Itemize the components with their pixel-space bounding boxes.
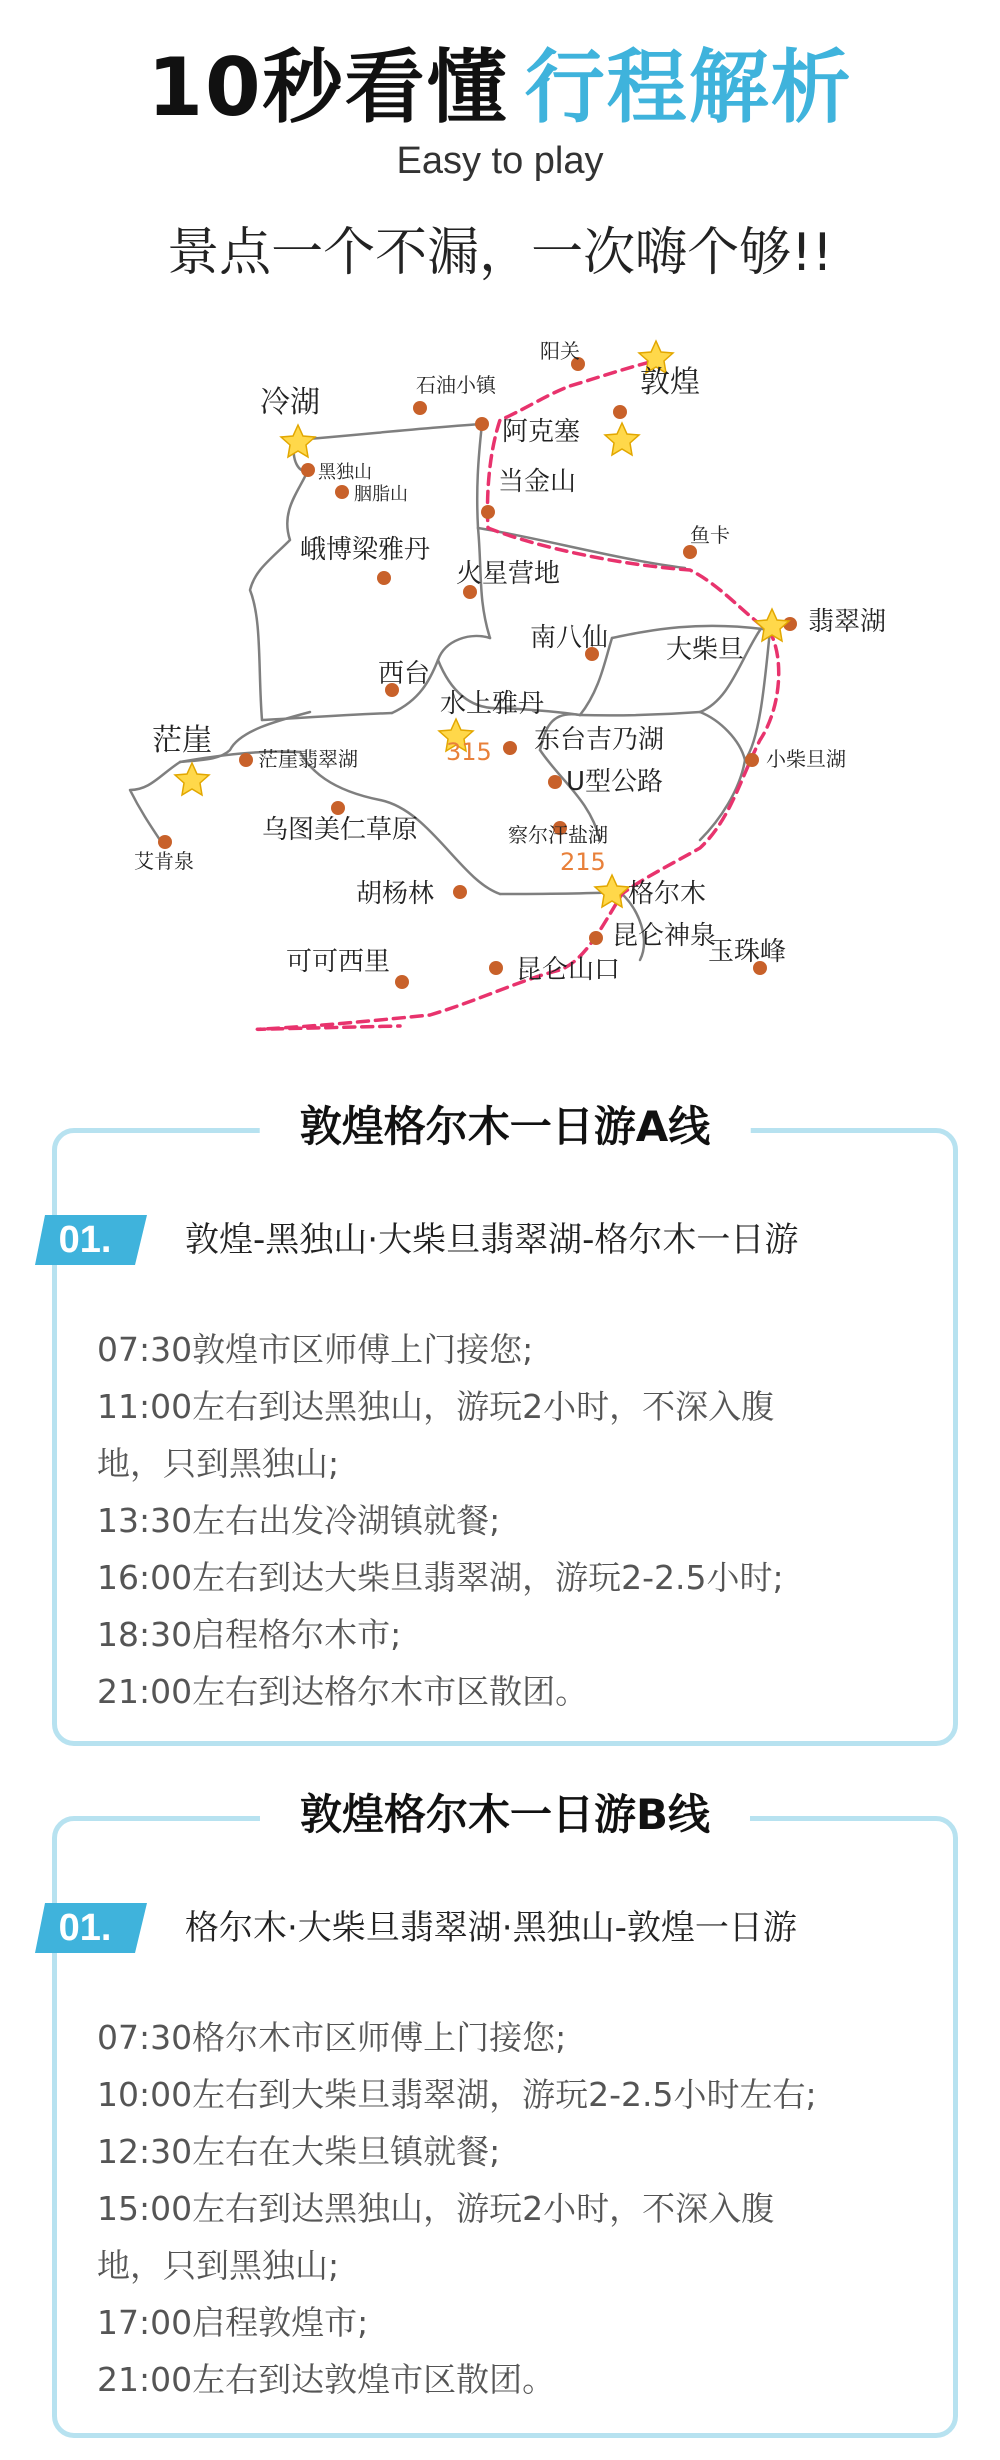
label-mangya-feicui: 茫崖翡翠湖	[258, 747, 358, 771]
poi-kunlunshenquan	[589, 931, 603, 945]
title-black: 10秒看懂	[147, 41, 509, 134]
poi-yuka	[683, 545, 697, 559]
poi-dongtai	[503, 741, 517, 755]
card-b-step: 10:00左右到大柴旦翡翠湖，游玩2-2.5小时左右;	[97, 2075, 817, 2114]
label-dunhuang: 敦煌	[640, 365, 700, 400]
poi-heidushan	[301, 463, 315, 477]
star-mangya	[175, 763, 209, 795]
label-yangguan: 阳关	[540, 339, 580, 363]
poi-huyanglin	[453, 885, 467, 899]
label-kunlunshankou: 昆仑山口	[516, 955, 621, 985]
label-hwy-215: 215	[560, 848, 606, 876]
card-a-step: 11:00左右到达黑独山，游玩2小时，不深入腹	[97, 1387, 775, 1426]
poi-akesai-dot	[475, 417, 489, 431]
label-yanzhishan: 胭脂山	[354, 484, 408, 505]
label-huyanglin: 胡杨林	[356, 879, 435, 909]
label-chaerhan: 察尔汗盐湖	[508, 823, 608, 847]
poi-aikenquan	[158, 835, 172, 849]
label-akesai: 阿克塞	[502, 417, 581, 447]
card-a-title: 敦煌格尔木一日游A线	[260, 1095, 751, 1159]
slogan: 景点一个不漏，一次嗨个够!!	[167, 223, 833, 283]
poi-shiyou	[413, 401, 427, 415]
card-a-badge	[35, 1215, 147, 1265]
label-xiaochaidan: 小柴旦湖	[766, 747, 846, 771]
label-heidushan: 黑独山	[318, 462, 372, 483]
card-b-title: 敦煌格尔木一日游B线	[260, 1783, 750, 1847]
card-a-step: 07:30敦煌市区师傅上门接您;	[97, 1330, 534, 1369]
poi-ebo	[377, 571, 391, 585]
poi-xiaochaidan	[745, 753, 759, 767]
star-akesai	[605, 423, 639, 455]
poi-wutumeiren	[331, 801, 345, 815]
card-b-steps	[97, 2009, 927, 2408]
star-lenghu	[281, 425, 315, 457]
card-a-step: 18:30启程格尔木市;	[97, 1615, 402, 1654]
star-geermu	[595, 875, 629, 907]
route-map	[0, 320, 1000, 1040]
label-yuka: 鱼卡	[690, 523, 730, 547]
label-shiyou: 石油小镇	[416, 373, 496, 397]
label-dachaidan: 大柴旦	[666, 635, 745, 665]
poi-yanzhishan	[335, 485, 349, 499]
label-xitai: 西台	[378, 659, 431, 689]
poi-dunhuang-dot	[613, 405, 627, 419]
poi-uroad	[548, 775, 562, 789]
label-geermu: 格尔木	[628, 879, 707, 909]
route-map-svg	[0, 320, 1000, 1040]
label-kekexili: 可可西里	[286, 947, 391, 977]
title-blue: 行程解析	[524, 41, 853, 134]
card-a-route: 敦煌-黑独山·大柴旦翡翠湖-格尔木一日游	[185, 1220, 799, 1260]
label-feicuihu: 翡翠湖	[808, 607, 887, 637]
card-a-step: 16:00左右到达大柴旦翡翠湖，游玩2-2.5小时;	[97, 1558, 784, 1597]
label-wutumeiren: 乌图美仁草原	[262, 815, 419, 845]
label-uroad: U型公路	[566, 767, 664, 797]
card-b-step: 17:00启程敦煌市;	[97, 2303, 369, 2342]
poi-kekexili	[395, 975, 409, 989]
card-b-step: 地，只到黑独山;	[97, 2246, 340, 2285]
label-yuzhufeng: 玉珠峰	[708, 937, 787, 967]
card-b-step: 12:30左右在大柴旦镇就餐;	[97, 2132, 501, 2171]
card-a-steps	[97, 1321, 927, 1720]
card-b-badge-number: 01.	[58, 1907, 112, 1949]
page-title	[0, 38, 1000, 138]
label-shuishang: 水上雅丹	[440, 689, 545, 719]
card-b-step: 15:00左右到达黑独山，游玩2小时，不深入腹	[97, 2189, 775, 2228]
label-hwy-315: 315	[446, 738, 492, 766]
label-huoxing: 火星营地	[456, 559, 561, 589]
label-dangjinshan: 当金山	[498, 467, 577, 497]
card-b-step: 21:00左右到达敦煌市区散团。	[97, 2360, 556, 2399]
label-kunlunshenquan: 昆仑神泉	[612, 921, 717, 951]
itinerary-card-a	[52, 1102, 958, 1746]
card-a-badge-number: 01.	[58, 1219, 112, 1261]
label-mangya: 茫崖	[152, 723, 212, 758]
label-nanbaxian: 南八仙	[530, 623, 609, 653]
poi-kunlunshankou	[489, 961, 503, 975]
card-a-step: 地，只到黑独山;	[97, 1444, 340, 1483]
card-a-step: 13:30左右出发冷湖镇就餐;	[97, 1501, 501, 1540]
label-ebo: 峨博梁雅丹	[300, 535, 431, 565]
card-a-step: 21:00左右到达格尔木市区散团。	[97, 1672, 589, 1711]
card-b-step: 07:30格尔木市区师傅上门接您;	[97, 2018, 567, 2057]
subtitle: Easy to play	[396, 140, 604, 182]
poi-dangjinshan	[481, 505, 495, 519]
card-b-route: 格尔木·大柴旦翡翠湖·黑独山-敦煌一日游	[185, 1908, 797, 1948]
label-dongtai: 东台吉乃湖	[534, 725, 665, 755]
label-aikenquan: 艾肯泉	[134, 849, 194, 873]
itinerary-card-b	[52, 1790, 958, 2438]
label-lenghu: 冷湖	[260, 385, 320, 420]
card-b-badge	[35, 1903, 147, 1953]
poi-mangya-feicui	[239, 753, 253, 767]
